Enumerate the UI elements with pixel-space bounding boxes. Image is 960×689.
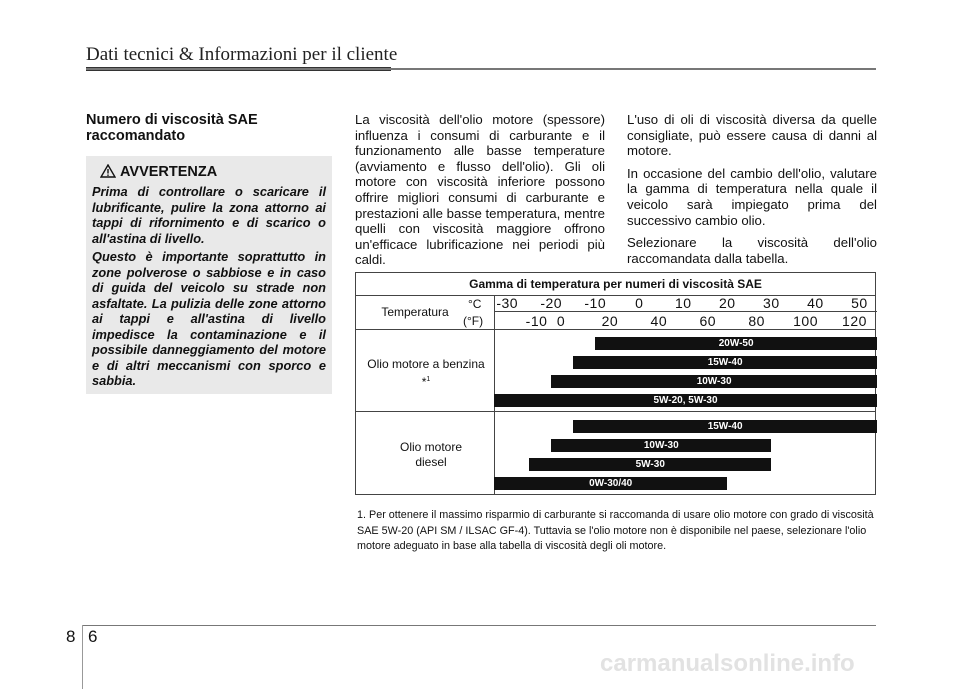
warning-heading (100, 164, 217, 180)
celsius-tick: 50 (851, 295, 868, 311)
body-paragraph: In occasione del cambio dell'olio, valutare la gamma di temperatura nella quale il veicolo sarà impiegato prima del successivo cambio olio. (627, 165, 877, 228)
footnote: 1. Per ottenere il massimo risparmio di carburante si raccomanda di usare olio motore con grado di viscosità SAE 5W-20 (API SM / ILSAC GF-4). Tuttavia se l'olio motore non è disponibile nel paese, selezionare l'olio motore adeguato in base alla tabella di viscosità degli oli motore. (357, 509, 874, 552)
viscosity-bar: 5W-30 (529, 458, 771, 471)
warning-box (86, 156, 332, 394)
fahrenheit-tick: 0 (556, 313, 566, 329)
warning-title: AVVERTENZA (120, 164, 218, 180)
header-rule (86, 68, 876, 70)
celsius-tick: -30 (496, 295, 519, 311)
page-rule (82, 625, 876, 626)
unit-celsius: °C (468, 297, 482, 311)
warning-triangle-icon (100, 164, 116, 178)
table-title: Gamma di temperatura per numeri di viscosità SAE (356, 273, 875, 296)
body-paragraph: Selezionare la viscosità dell'olio raccomandata dalla tabella. (627, 235, 877, 266)
warning-paragraph-1: Prima di controllare o scaricare il lubrificante, pulire la zona attorno ai tappi di rifornimento e di scarico o all'astina di livello. (92, 184, 326, 246)
fahrenheit-tick: 20 (601, 313, 619, 329)
fahrenheit-tick: 120 (842, 313, 867, 329)
body-column-3 (627, 112, 877, 273)
watermark: carmanualsonline.info (600, 650, 855, 677)
gasoline-label: Olio motore a benzina *$^1$ (367, 357, 485, 389)
celsius-tick: -10 (584, 295, 607, 311)
body-paragraph: La viscosità dell'olio motore (spessore) influenza i consumi di carburante e il funzionamento alle basse temperature (avviamento e flusso dell'olio). Gli oli motore con viscosità inferiore possono offrire migliori consumi di carburante e prestazioni alle basse temperatura, mentre quelli con viscosità maggiore offrono un'efficace lubrificazione nei periodi più caldi. (355, 112, 605, 268)
celsius-tick: 10 (675, 295, 692, 311)
body-paragraph: L'uso di oli di viscosità diversa da quelle consigliate, può essere causa di danni al motore. (627, 112, 877, 159)
celsius-tick: 30 (763, 295, 780, 311)
viscosity-bar: 15W-40 (573, 420, 877, 433)
table-divider (356, 329, 875, 330)
viscosity-table (355, 272, 876, 495)
celsius-tick: 20 (719, 295, 736, 311)
viscosity-bar: 10W-30 (551, 375, 877, 388)
viscosity-bar: 20W-50 (595, 337, 877, 350)
temperature-label: Temperatura (381, 305, 449, 319)
celsius-tick: 0 (635, 295, 644, 311)
fahrenheit-tick: 60 (699, 313, 717, 329)
fahrenheit-tick: 100 (793, 313, 819, 329)
viscosity-bar: 5W-20, 5W-30 (494, 394, 877, 407)
fahrenheit-tick: -10 (525, 313, 548, 329)
header-title: Dati tecnici & Informazioni per il cliente (86, 44, 398, 65)
page-divider (82, 625, 83, 689)
table-divider (494, 311, 877, 312)
viscosity-bar: 15W-40 (573, 356, 877, 369)
fahrenheit-tick: 80 (748, 313, 765, 329)
body-column-2 (355, 112, 605, 275)
footnote-marker: 1 (426, 376, 431, 383)
warning-paragraph-2: Questo è importante soprattutto in zone polverose o sabbiose e in caso di guida del veicolo su strade non asfaltate. La pulizia delle zone attorno ai tappi e all'astina di livello impedisce la contaminazione e il possibile danneggiamento del motore e di altri meccanismi con sporco e sabbia. (92, 249, 326, 388)
page-number: 6 (88, 627, 98, 646)
viscosity-bar: 0W-30/40 (494, 477, 727, 490)
fahrenheit-tick: 40 (650, 313, 668, 329)
table-divider (356, 411, 875, 412)
diesel-label: Olio motore diesel (399, 440, 463, 469)
celsius-tick: 40 (807, 295, 824, 311)
viscosity-bar: 10W-30 (551, 439, 771, 452)
celsius-tick: -20 (540, 295, 563, 311)
section-title: Numero di viscosità SAE raccomandato (86, 112, 258, 144)
unit-fahrenheit: (°F) (463, 314, 484, 328)
chapter-number: 8 (66, 627, 76, 646)
